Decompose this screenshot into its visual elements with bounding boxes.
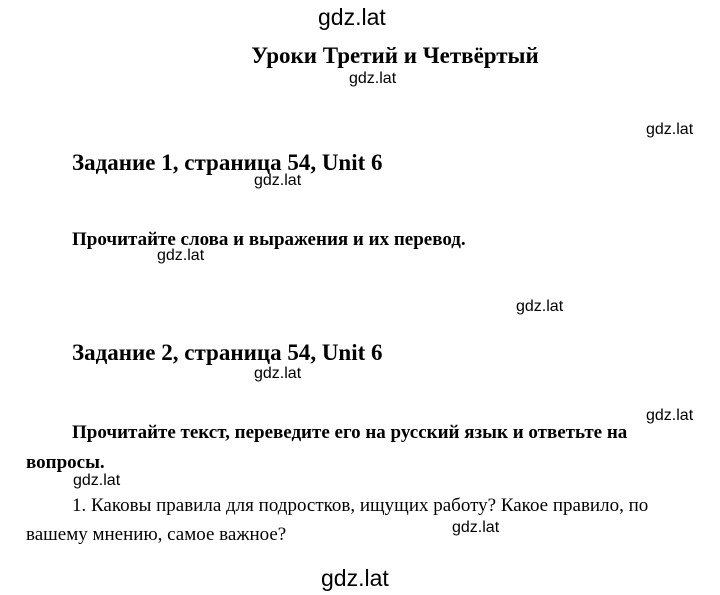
watermark-top: gdz.lat: [318, 4, 386, 30]
page-title: Уроки Третий и Четвёртый: [251, 43, 539, 68]
task1-heading: Задание 1, страница 54, Unit 6: [72, 150, 383, 175]
task2-heading: Задание 2, страница 54, Unit 6: [72, 340, 383, 365]
watermark: gdz.lat: [157, 247, 205, 264]
watermark: gdz.lat: [254, 172, 302, 189]
watermark: gdz.lat: [516, 298, 564, 315]
watermark: gdz.lat: [73, 472, 121, 489]
watermark: gdz.lat: [452, 519, 500, 536]
task1-instruction: Прочитайте слова и выражения и их перевод.: [72, 229, 466, 250]
task2-question: 1. Каковы правила для подростков, ищущих работу? Какое правило, по вашему мнению, самое важное?: [26, 495, 649, 545]
watermark: gdz.lat: [646, 407, 694, 424]
watermark: gdz.lat: [254, 365, 302, 382]
watermark: gdz.lat: [349, 70, 397, 87]
task2-instruction: Прочитайте текст, переведите его на русский язык и ответьте на вопросы.: [26, 422, 628, 473]
watermark-bottom: gdz.lat: [321, 565, 389, 591]
watermark: gdz.lat: [646, 121, 694, 138]
